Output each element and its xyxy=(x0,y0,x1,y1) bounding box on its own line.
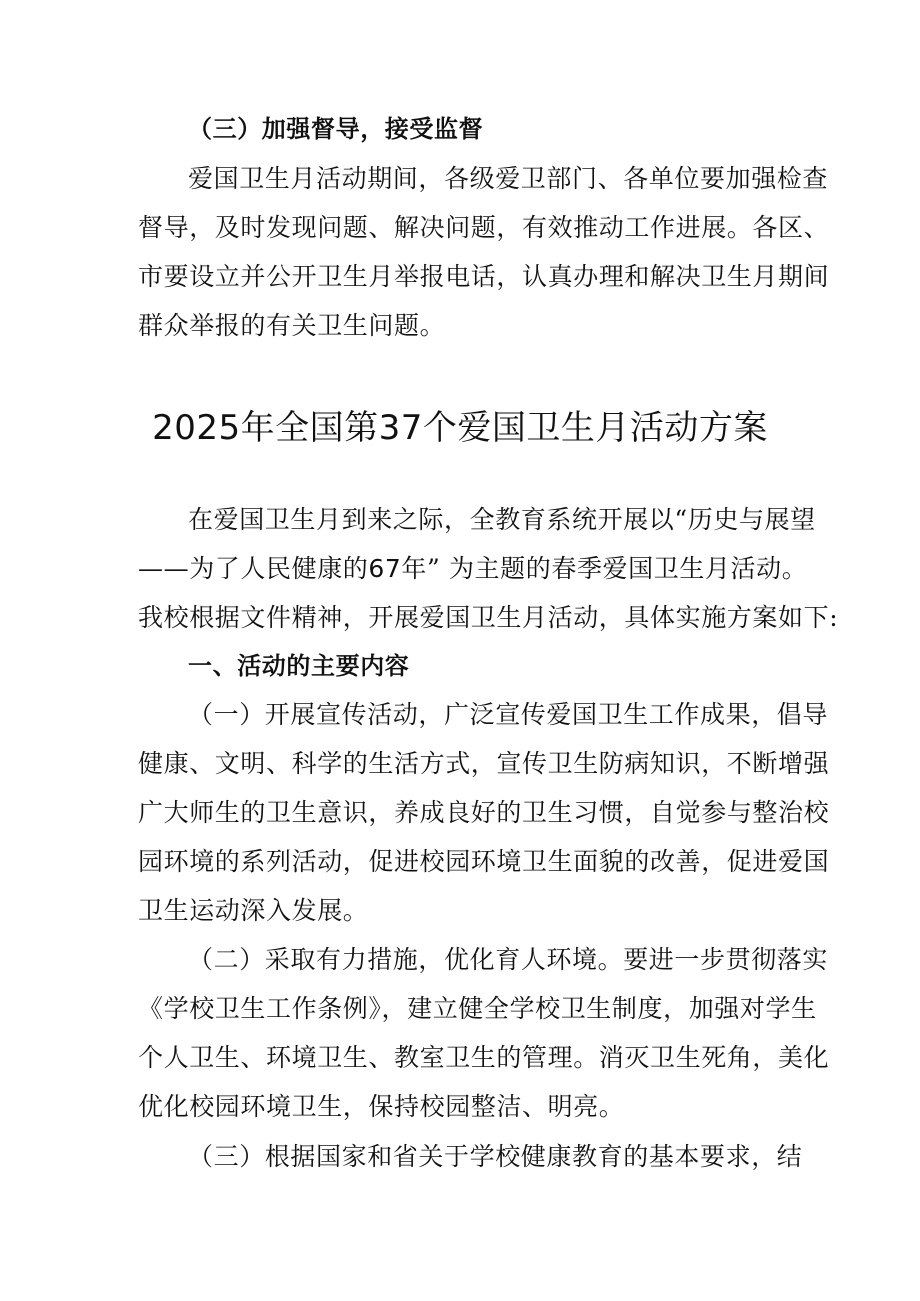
paragraph-line: 市要设立并公开卫生月举报电话，认真办理和解决卫生月期间 xyxy=(138,262,830,291)
intro-line: 我校根据文件精神，开展爱国卫生月活动，具体实施方案如下: xyxy=(138,603,839,632)
document-title: 2025年全国第37个爱国卫生月活动方案 xyxy=(152,408,768,448)
item2-line: 《学校卫生工作条例》，建立健全学校卫生制度，加强对学生 xyxy=(138,994,817,1023)
intro-line xyxy=(138,554,808,584)
item1-line: 卫生运动深入发展。 xyxy=(138,896,369,925)
intro-number: 67 xyxy=(368,554,402,583)
intro-line-part: 年” 为主题的春季爱国卫生月活动。 xyxy=(401,554,808,583)
item1-line: 健康、文明、科学的生活方式，宣传卫生防病知识，不断增强 xyxy=(138,749,830,778)
item1-line: 广大师生的卫生意识，养成良好的卫生习惯，自觉参与整治校 xyxy=(138,798,830,827)
item2-line: 个人卫生、环境卫生、教室卫生的管理。消灭卫生死角，美化 xyxy=(138,1043,830,1072)
item2-line: （二）采取有力措施，优化育人环境。要进一步贯彻落实 xyxy=(188,945,829,974)
paragraph-line: 群众举报的有关卫生问题。 xyxy=(138,311,446,340)
item3-line: （三）根据国家和省关于学校健康教育的基本要求，结 xyxy=(188,1142,803,1171)
item1-line: 园环境的系列活动，促进校园环境卫生面貌的改善，促进爱国 xyxy=(138,847,830,876)
paragraph-line: 督导，及时发现问题、解决问题，有效推动工作进展。各区、 xyxy=(138,213,830,242)
intro-line-part: ——为了人民健康的 xyxy=(138,554,369,583)
section-heading-supervision: （三）加强督导，接受监督 xyxy=(188,115,484,143)
item1-line: （一）开展宣传活动，广泛宣传爱国卫生工作成果，倡导 xyxy=(188,700,829,729)
section-heading-main-content: 一、活动的主要内容 xyxy=(188,652,410,680)
paragraph-line: 爱国卫生月活动期间，各级爱卫部门、各单位要加强检查 xyxy=(188,164,829,193)
intro-line: 在爱国卫生月到来之际，全教育系统开展以“历史与展望 xyxy=(188,505,816,534)
item2-line: 优化校园环境卫生，保持校园整洁、明亮。 xyxy=(138,1092,625,1121)
